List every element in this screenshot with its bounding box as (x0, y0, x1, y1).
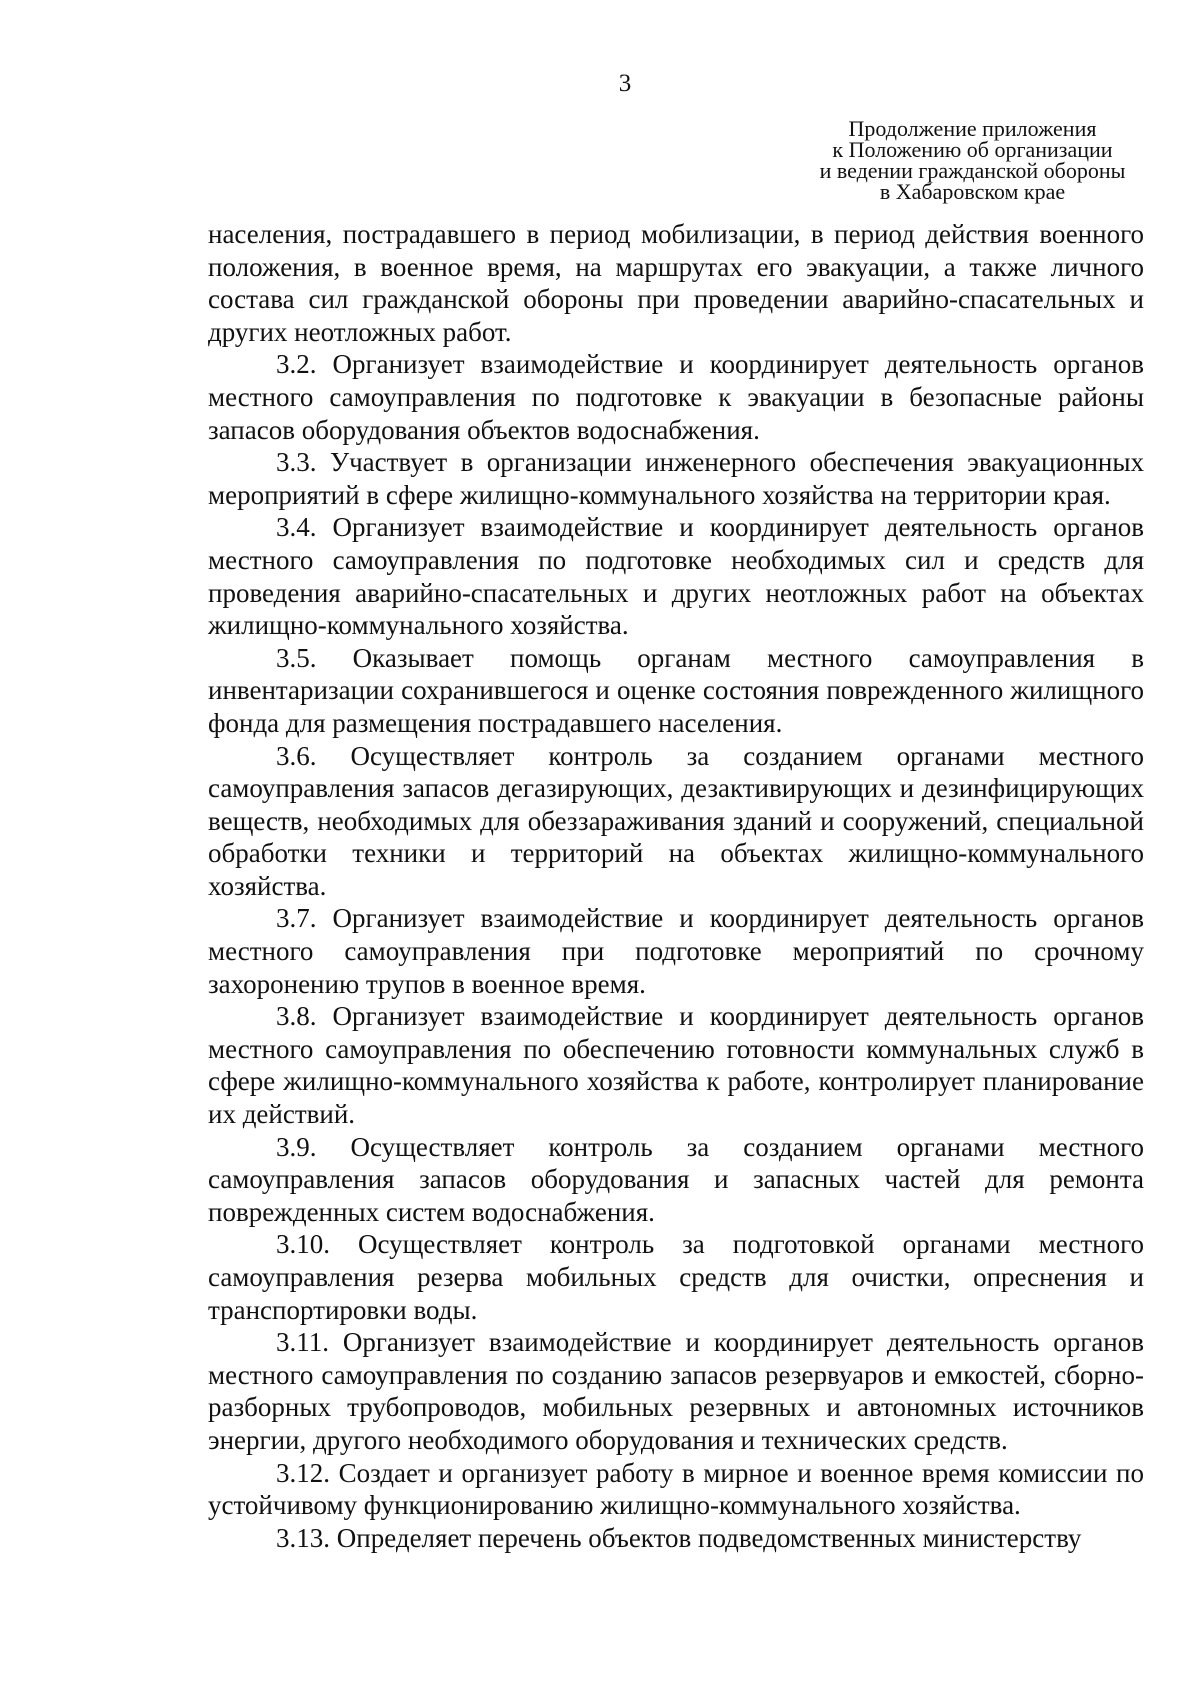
header-note-line: и ведении гражданской обороны (819, 158, 1126, 183)
paragraph-3-4: 3.4. Организует взаимодействие и координирует деятельность органов местного самоуправления по подготовке необходимых сил и средств для проведения аварийно-спасательных и других неотложных работ на объектах жилищно-коммунального хозяйства. (208, 512, 1144, 641)
paragraph-3-8: 3.8. Организует взаимодействие и координирует деятельность органов местного самоуправления по обеспечению готовности коммунальных служб в сфере жилищно-коммунального хозяйства к работе, контролирует планирование их действий. (208, 1001, 1144, 1130)
paragraph-continuation: населения, пострадавшего в период мобилизации, в период действия военного положения, в военное время, на маршрутах его эвакуации, а также личного состава сил гражданской обороны при проведении аварийно-спасательных и других неотложных работ. (208, 219, 1144, 347)
paragraph-3-12: 3.12. Создает и организует работу в мирное и военное время комиссии по устойчивому функционированию жилищно-коммунального хозяйства. (208, 1457, 1144, 1521)
paragraph-3-3: 3.3. Участвует в организации инженерного обеспечения эвакуационных мероприятий в сфере жилищно-коммунального хозяйства на территории края. (208, 447, 1144, 510)
paragraph-3-11: 3.11. Организует взаимодействие и координирует деятельность органов местного самоуправления по созданию запасов резервуаров и емкостей, сборно-разборных трубопроводов, мобильных резервных и автономных источников энергии, другого необходимого оборудования и технических средств. (208, 1327, 1144, 1455)
document-body (208, 218, 1144, 1554)
paragraph-3-13: 3.13. Определяет перечень объектов подведомственных министерству (276, 1522, 1082, 1553)
page-number: 3 (618, 70, 632, 97)
header-note-line: к Положению об организации (832, 137, 1113, 162)
paragraph-3-5: 3.5. Оказывает помощь органам местного самоуправления в инвентаризации сохранившегося и оценке состояния поврежденного жилищного фонда для размещения пострадавшего населения. (208, 642, 1144, 738)
paragraph-3-10: 3.10. Осуществляет контроль за подготовкой органами местного самоуправления резерва мобильных средств для очистки, опреснения и транспортировки воды. (208, 1229, 1144, 1325)
paragraph-3-9: 3.9. Осуществляет контроль за созданием органами местного самоуправления запасов оборудования и запасных частей для ремонта поврежденных систем водоснабжения. (208, 1131, 1144, 1227)
header-note-line: в Хабаровском крае (879, 179, 1066, 204)
appendix-header-note (800, 118, 1145, 202)
paragraph-3-6: 3.6. Осуществляет контроль за созданием органами местного самоуправления запасов дегазирующих, дезактивирующих и дезинфицирующих веществ, необходимых для обеззараживания зданий и сооружений, специальной обработки техники и территорий на объектах жилищно-коммунального хозяйства. (208, 740, 1144, 901)
paragraph-3-2: 3.2. Организует взаимодействие и координирует деятельность органов местного самоуправления по подготовке к эвакуации в безопасные районы запасов оборудования объектов водоснабжения. (208, 349, 1144, 445)
paragraph-3-7: 3.7. Организует взаимодействие и координирует деятельность органов местного самоуправления при подготовке мероприятий по срочному захоронению трупов в военное время. (208, 903, 1144, 999)
header-note-line: Продолжение приложения (848, 116, 1097, 141)
